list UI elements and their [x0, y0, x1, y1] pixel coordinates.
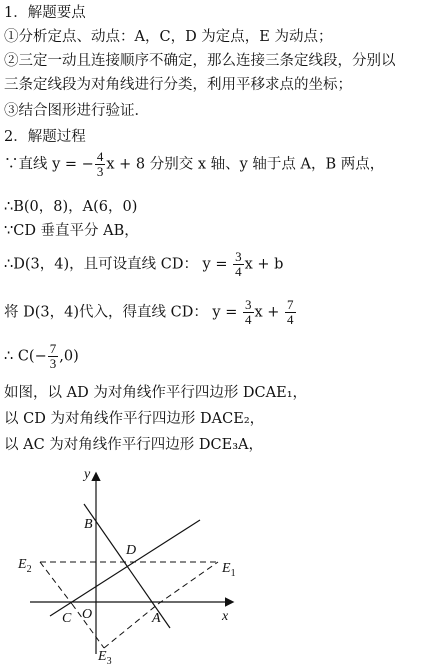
point-2-line-1: ②三定一动且连接顺序不确定，那么连接三条定线段，分别以: [4, 53, 396, 69]
dashed-a-e1: [158, 562, 218, 604]
step-4-denominator: 4: [235, 264, 242, 279]
dashed-e3-a: [104, 604, 158, 648]
step-5-fraction-2: [285, 298, 296, 327]
step-1-fraction: [95, 150, 106, 179]
step-4-text-a: ∴D(3，4)，且可设直线 CD： y =: [4, 256, 228, 273]
label-y: y: [84, 467, 91, 482]
step-1-denominator: 3: [96, 164, 104, 179]
label-e3-sub: 3: [106, 656, 112, 666]
point-1: ①分析定点、动点：A，C，D 为定点，E 为动点；: [4, 29, 333, 45]
label-c: C: [62, 611, 72, 626]
label-e2-sub: 2: [26, 564, 32, 575]
label-e3-main: E: [98, 649, 107, 664]
geometry-figure: [0, 466, 436, 666]
step-6-numerator: 7: [49, 341, 57, 356]
step-5-fraction-1: [243, 298, 254, 327]
step-8: 以 CD 为对角线作平行四边形 DACE₂，: [4, 411, 265, 427]
step-5-denominator-2: 4: [287, 312, 294, 327]
step-5-text-mid: x +: [254, 304, 280, 321]
step-5-text-a: 将 D(3，4)代入，得直线 CD： y =: [4, 304, 238, 321]
step-5-numerator-2: 7: [287, 297, 294, 312]
step-6-denominator: 3: [49, 356, 57, 371]
step-6-text-b: ,0): [59, 348, 79, 365]
label-e2-main: E: [18, 557, 27, 572]
section-title-key-points: 1．解题要点: [4, 5, 86, 21]
point-3: ③结合图形进行验证．: [4, 103, 149, 119]
label-e2: [17, 557, 32, 575]
dashed-e2-c: [40, 562, 72, 604]
step-1-text-a: ∵直线 y = −: [4, 156, 94, 173]
step-5: [4, 298, 297, 327]
point-2-line-2: 三条定线段为对角线进行分类，利用平移求点的坐标；: [4, 77, 352, 93]
label-o: O: [82, 607, 93, 622]
step-2: ∴B(0，8)，A(6，0): [4, 199, 138, 215]
label-e1-main: E: [222, 561, 231, 576]
step-7: 如图，以 AD 为对角线作平行四边形 DCAE₁，: [4, 385, 308, 401]
step-6: [4, 342, 79, 371]
step-9: 以 AC 为对角线作平行四边形 DCE₃A，: [4, 437, 263, 453]
step-4: [4, 250, 283, 279]
label-e1-sub: 1: [230, 568, 236, 579]
step-1-numerator: 4: [96, 149, 104, 164]
label-a: A: [152, 611, 161, 626]
label-d: D: [126, 543, 137, 558]
line-ab: [84, 504, 170, 628]
step-1-text-b: x + 8 分别交 x 轴、y 轴于点 A，B 两点，: [106, 156, 385, 173]
step-4-numerator: 3: [235, 249, 242, 264]
label-x: x: [222, 609, 229, 624]
step-3: ∵CD 垂直平分 AB，: [4, 223, 139, 239]
step-1: [4, 150, 384, 179]
section-title-process: 2．解题过程: [4, 129, 86, 145]
step-6-text-a: ∴ C(−: [4, 348, 47, 365]
label-b: B: [84, 517, 93, 532]
step-5-denominator-1: 4: [245, 312, 252, 327]
step-4-fraction: [233, 250, 244, 279]
label-e1: [221, 561, 236, 579]
label-e3: [97, 649, 112, 666]
step-5-numerator-1: 3: [245, 297, 252, 312]
step-6-fraction: [48, 342, 59, 371]
step-4-text-b: x + b: [244, 256, 284, 273]
